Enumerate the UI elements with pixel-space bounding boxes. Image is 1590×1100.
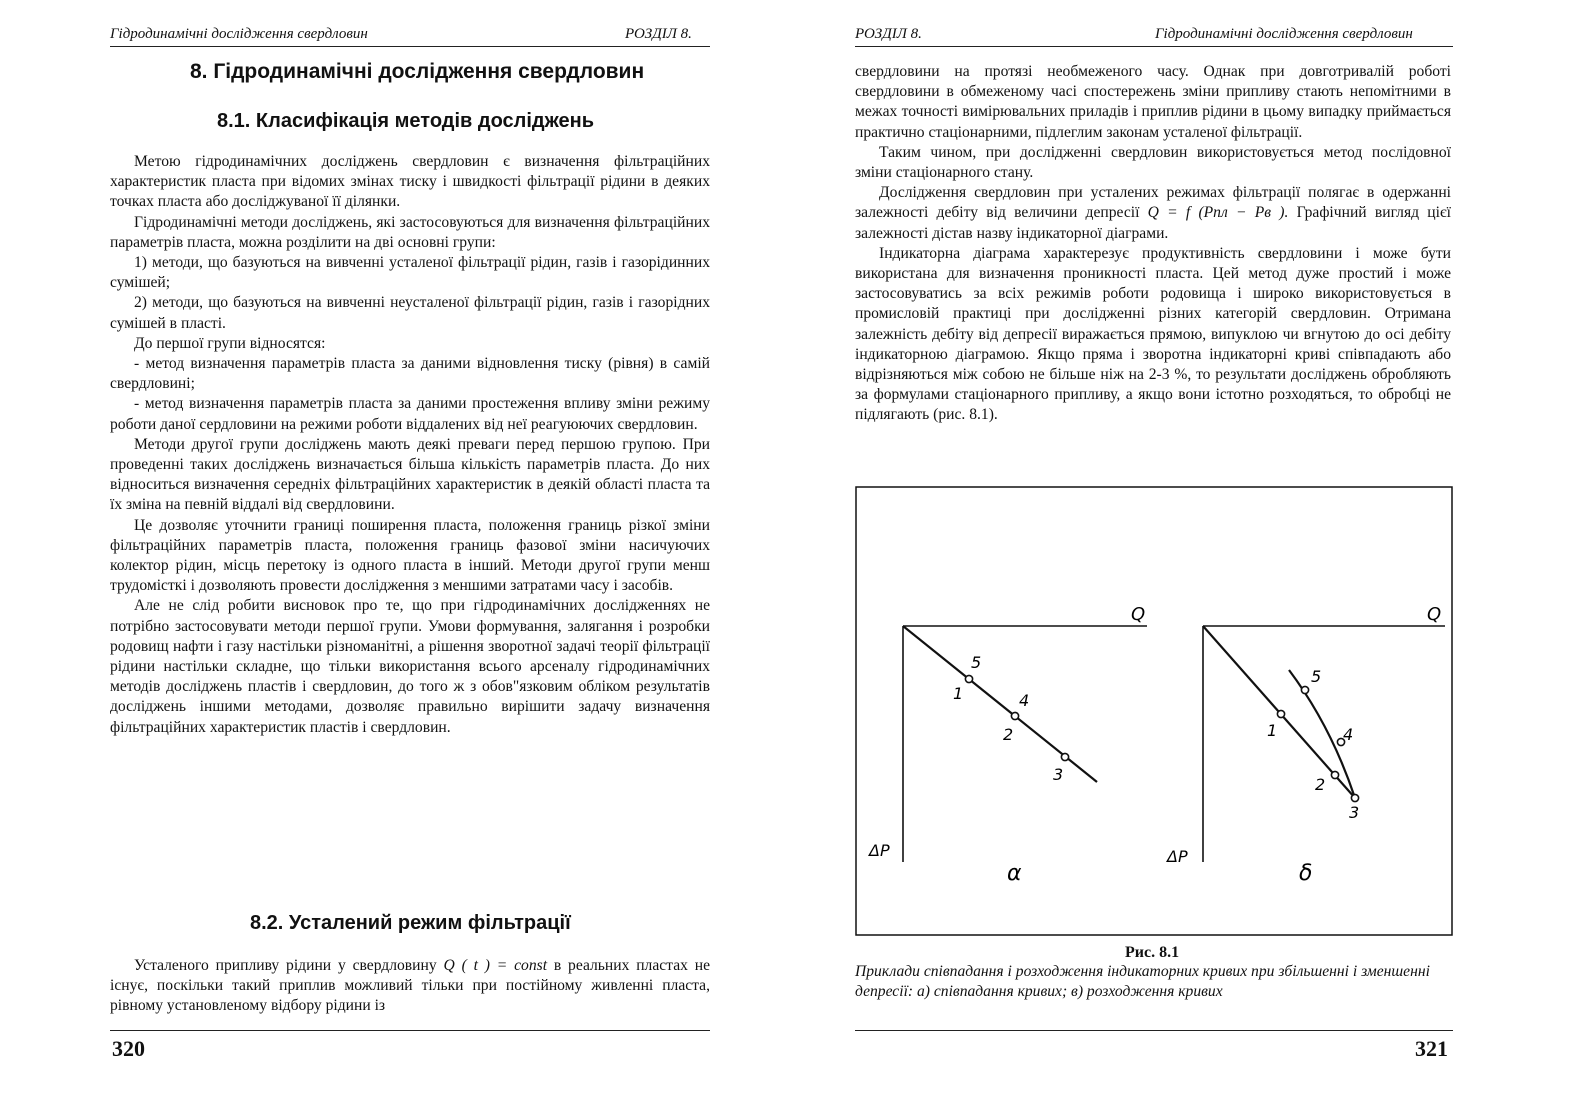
paragraph: 1) методи, що базуються на вивченні усталеної фільтрації рідин, газів і газорідинних сумішей; bbox=[110, 254, 710, 292]
axis-x-label: Q bbox=[1131, 604, 1146, 625]
point-marker bbox=[1061, 753, 1068, 760]
point-marker bbox=[1351, 794, 1358, 801]
paragraph: Це дозволяє уточнити границі поширення пласта, положення границь різкої зміни фільтраційних параметрів пласта, положення границь фазової зміни насичуючих колектор рідин, місць перетоку із одного пласта в інший. Методи другої групи менш трудомісткі і дозволяють провести дослідження з меншими затратами часу і засобів. bbox=[110, 516, 710, 595]
point-label: 1 bbox=[1267, 721, 1278, 740]
formula: Q = f (Pпл − Pв ). bbox=[1147, 204, 1289, 222]
point-label: 2 bbox=[1003, 725, 1014, 744]
point-label: 5 bbox=[1311, 667, 1322, 686]
paragraph: Але не слід робити висновок про те, що при гідродинамічних дослідженнях не потрібно застосовувати методи першої групи. Умови формування, залягання і розробки родовищ нафти і газу настільки різноманітні, а рішення зворотної задачі теорії фільтрації рідини настільки складне, що тільки використання всього арсеналу гідродинамічних методів досліджень пластів і свердловин, до того ж з обов"язковим обліком результатів досліджень іншими методами, дозволяє правильно вирішити задачу визначення фільтраційних характеристик пластів і свердловин. bbox=[110, 597, 710, 736]
page-number: 320 bbox=[112, 1036, 145, 1061]
section-title-8-2: 8.2. Усталений режим фільтрації bbox=[250, 912, 571, 934]
axis-y-label: ΔP bbox=[1167, 847, 1188, 866]
header-rule bbox=[110, 46, 710, 47]
footer-rule bbox=[855, 1030, 1453, 1031]
figure-8-1 bbox=[855, 486, 1455, 938]
section-8-2-text bbox=[110, 956, 710, 1017]
paragraph: Методи другої групи досліджень мають деякі преваги перед першою групою. При проведенні таких досліджень визначається більша кількість параметрів пласта. До них відноситься визначення середніх фільтраційних характеристик в деякій області пласта та їх зміна на певній віддалі від свердловини. bbox=[110, 435, 710, 514]
figure-caption-title: Рис. 8.1 bbox=[1125, 944, 1180, 961]
point-marker bbox=[1301, 686, 1308, 693]
right-page bbox=[795, 0, 1590, 1100]
point-label: 5 bbox=[971, 653, 982, 672]
point-marker bbox=[965, 675, 972, 682]
paragraph: Гідродинамічні методи досліджень, які застосовуються для визначення фільтраційних параметрів пласта, можна розділити на дві основні групи: bbox=[110, 213, 710, 251]
paragraph: свердловини на протязі необмеженого часу. Однак при довготривалій роботі свердловини в обмеженому часі спостережень зміни припливу стають непомітними в межах точності вимірювальних приладів і приплив рідини в цьому випадку приймається практично стаціонарними, підлеглим законам усталеної фільтрації. bbox=[855, 63, 1451, 141]
chapter-title: 8. Гідродинамічні дослідження свердловин bbox=[190, 60, 645, 83]
paragraph: До першої групи відносятся: bbox=[134, 334, 326, 352]
paragraph: Таким чином, при дослідженні свердловин використовується метод послідовної зміни стаціонарного стану. bbox=[855, 143, 1451, 182]
paragraph: - метод визначення параметрів пласта за даними відновлення тиску (рівня) в самій свердловині; bbox=[110, 355, 710, 393]
right-body-text bbox=[855, 62, 1451, 426]
point-marker bbox=[1331, 771, 1338, 778]
paragraph: Дослідження свердловин при усталених режимах фільтрації полягає в одержанні залежності дебіту від величини депресії Q = f (Pпл − Pв ). Графічний вигляд цієї залежності дістав назву індикаторної діаграми. bbox=[855, 184, 1451, 242]
figure-caption: Приклади співпадання і розходження індикаторних кривих при збільшенні і зменшенні депресії: а) співпадання кривих; в) розходження кривих bbox=[855, 963, 1430, 1000]
panel-label-a: α bbox=[1007, 861, 1022, 886]
paragraph: Індикаторна діаграма характерезує продуктивність свердловини і може бути використана для визначення проникності пласта. Цей метод дуже простий і може застосовуватись за всіх режимів роботи родовища і широко використовується в промисловій практиці при дослідженні різних категорій свердловин. Отримана залежність дебіту від депресії виражається прямою, випуклою чи вгнутою до осі дебіту індикаторною діаграмою. Якщо пряма і зворотна індикаторні криві співпадають або відрізняються між собою не більше ніж на 2-3 %, то результати досліджень обробляють за формулами стаціонарного припливу, а якщо вони істотно розходяться, то обробці не підлягають (рис. 8.1). bbox=[855, 244, 1451, 424]
paragraph: 2) методи, що базуються на вивченні неусталеної фільтрації рідин, газів і газорідних сумішей в пласті. bbox=[110, 294, 710, 332]
panel-label-b: δ bbox=[1299, 861, 1313, 886]
panel-a bbox=[867, 604, 1147, 886]
footer-rule bbox=[110, 1030, 710, 1031]
running-header-right: Гідродинамічні дослідження свердловин bbox=[1155, 26, 1413, 42]
point-marker bbox=[1011, 712, 1018, 719]
left-body-text bbox=[110, 152, 710, 738]
point-label: 1 bbox=[953, 684, 964, 703]
point-label: 4 bbox=[1343, 725, 1354, 744]
section-title-8-1: 8.1. Класифікація методів досліджень bbox=[217, 110, 595, 132]
paragraph: Усталеного припливу рідини у свердловину Q ( t ) = const в реальних пластах не існує, поскільки такий приплив можливий тільки при постійному живленні пласта, рівному установленому відбору рідини із bbox=[110, 957, 710, 1015]
point-label: 3 bbox=[1053, 765, 1064, 784]
point-marker bbox=[1277, 710, 1284, 717]
running-header-section: РОЗДІЛ 8. bbox=[625, 26, 692, 42]
running-header-left: Гідродинамічні дослідження свердловин bbox=[110, 26, 368, 42]
paragraph: Метою гідродинамічних досліджень свердловин є визначення фільтраційних характеристик пласта при відомих змінах тиску і швидкості фільтрації рідини в деяких точках пласта або досліджуваної її ділянки. bbox=[110, 153, 710, 211]
point-label: 2 bbox=[1315, 775, 1326, 794]
figure-frame bbox=[856, 487, 1452, 935]
paragraph: - метод визначення параметрів пласта за даними простеження впливу зміни режиму роботи даної сердловини на режими роботи віддалених від неї реагуюючих свердловин. bbox=[110, 395, 710, 433]
axis-x-label: Q bbox=[1427, 604, 1442, 625]
point-label: 4 bbox=[1019, 691, 1030, 710]
page-number: 321 bbox=[1415, 1036, 1448, 1061]
point-label: 3 bbox=[1349, 803, 1360, 822]
header-rule bbox=[855, 46, 1453, 47]
panel-b bbox=[1165, 604, 1445, 886]
formula: Q ( t ) = const bbox=[443, 957, 548, 974]
running-header-section: РОЗДІЛ 8. bbox=[855, 26, 922, 42]
axis-y-label: ΔP bbox=[869, 841, 890, 860]
